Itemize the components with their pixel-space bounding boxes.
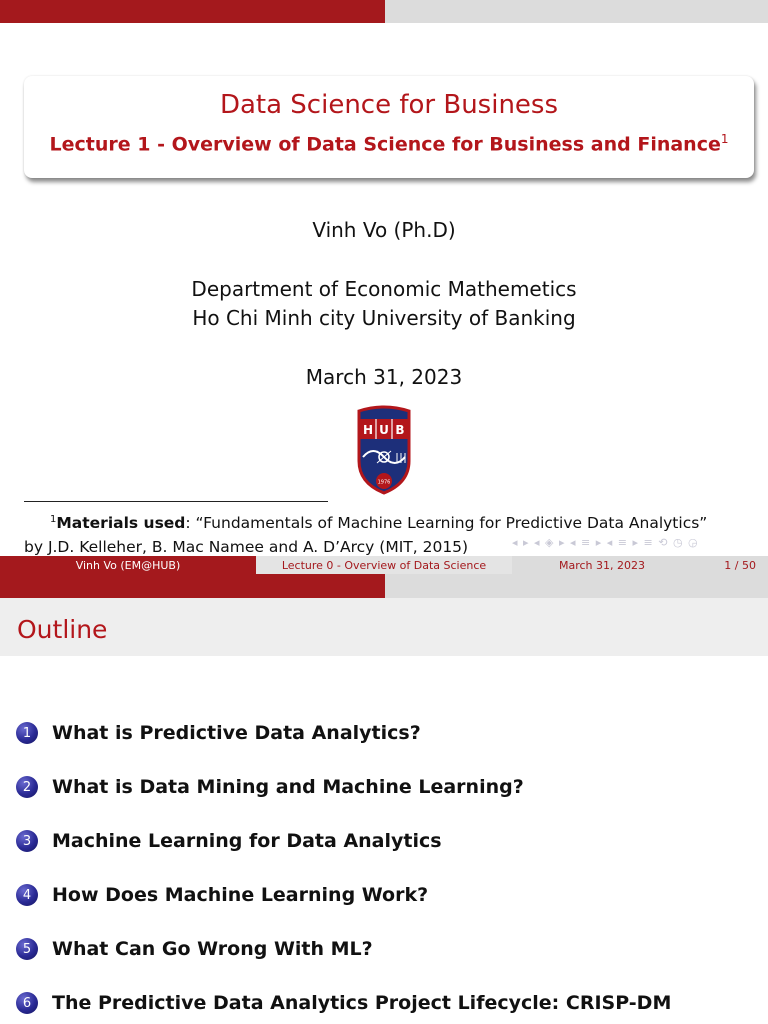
institute-department: Department of Economic Mathemetics bbox=[191, 277, 577, 301]
outline-item-label: The Predictive Data Analytics Project Lifecycle: CRISP-DM bbox=[52, 992, 672, 1014]
top-bar-red bbox=[0, 0, 385, 23]
outline-item-label: What is Predictive Data Analytics? bbox=[52, 722, 421, 744]
author-name: Vinh Vo (Ph.D) bbox=[312, 218, 456, 242]
logo-letter-u: U bbox=[379, 423, 389, 437]
outline-number-ball: 1 bbox=[16, 722, 38, 744]
presentation-title: Data Science for Business bbox=[219, 90, 559, 120]
footer-date: March 31, 2023 bbox=[512, 556, 692, 574]
top-bar-grey bbox=[385, 0, 768, 23]
beamer-navigation-icons[interactable]: ◂ ▸ ◂ ◈ ▸ ◂ ≡ ▸ ◂ ≡ ▸ ≡ ⟲ ◷ ◶ bbox=[512, 536, 699, 549]
slide-footer bbox=[0, 556, 768, 574]
frame-title-bar bbox=[0, 598, 768, 656]
outline-item[interactable] bbox=[16, 760, 756, 814]
footnote-line-2: by J.D. Kelleher, B. Mac Namee and A. D’Arcy (MIT, 2015) bbox=[24, 538, 469, 557]
outline-slide bbox=[0, 598, 768, 1024]
outline-number-ball: 5 bbox=[16, 938, 38, 960]
outline-list bbox=[16, 706, 756, 1024]
bottom-bar-red bbox=[0, 574, 385, 598]
subtitle-footnote-mark: 1 bbox=[720, 132, 729, 146]
outline-item-label: Machine Learning for Data Analytics bbox=[52, 830, 442, 852]
outline-item[interactable] bbox=[16, 814, 756, 868]
footnote-label: Materials used bbox=[56, 514, 186, 533]
top-color-bar bbox=[0, 0, 768, 23]
presentation-date: March 31, 2023 bbox=[305, 365, 463, 389]
outline-number-ball: 2 bbox=[16, 776, 38, 798]
logo-letter-b: B bbox=[395, 423, 405, 437]
outline-item-label: What Can Go Wrong With ML? bbox=[52, 938, 373, 960]
outline-number-ball: 3 bbox=[16, 830, 38, 852]
title-block bbox=[24, 76, 754, 178]
frame-title: Outline bbox=[17, 615, 108, 644]
footnote-text-1: : “Fundamentals of Machine Learning for Predictive Data Analytics” bbox=[185, 514, 708, 533]
footnote-line-1 bbox=[24, 508, 754, 535]
outline-item[interactable] bbox=[16, 976, 756, 1024]
outline-item[interactable] bbox=[16, 922, 756, 976]
outline-item-label: What is Data Mining and Machine Learning? bbox=[52, 776, 524, 798]
footer-page-number: 1 / 50 bbox=[692, 556, 768, 574]
footer-author: Vinh Vo (EM@HUB) bbox=[0, 556, 256, 574]
outline-number-ball: 6 bbox=[16, 992, 38, 1014]
outline-number-ball: 4 bbox=[16, 884, 38, 906]
outline-item[interactable] bbox=[16, 706, 756, 760]
institute-university: Ho Chi Minh city University of Banking bbox=[192, 306, 576, 330]
presentation-subtitle bbox=[24, 132, 754, 155]
subtitle-text: Lecture 1 - Overview of Data Science for Business and Finance bbox=[49, 133, 721, 156]
outline-item[interactable] bbox=[16, 868, 756, 922]
logo-year: 1976 bbox=[377, 479, 391, 486]
hub-logo-icon bbox=[353, 405, 415, 495]
logo-letter-h: H bbox=[362, 423, 374, 437]
footnote-rule bbox=[24, 501, 328, 502]
bottom-bar-grey bbox=[385, 574, 768, 598]
next-slide-top-bar bbox=[0, 574, 768, 598]
footnote-mark: 1 bbox=[50, 514, 57, 525]
footer-title: Lecture 0 - Overview of Data Science bbox=[256, 556, 512, 574]
outline-item-label: How Does Machine Learning Work? bbox=[52, 884, 429, 906]
